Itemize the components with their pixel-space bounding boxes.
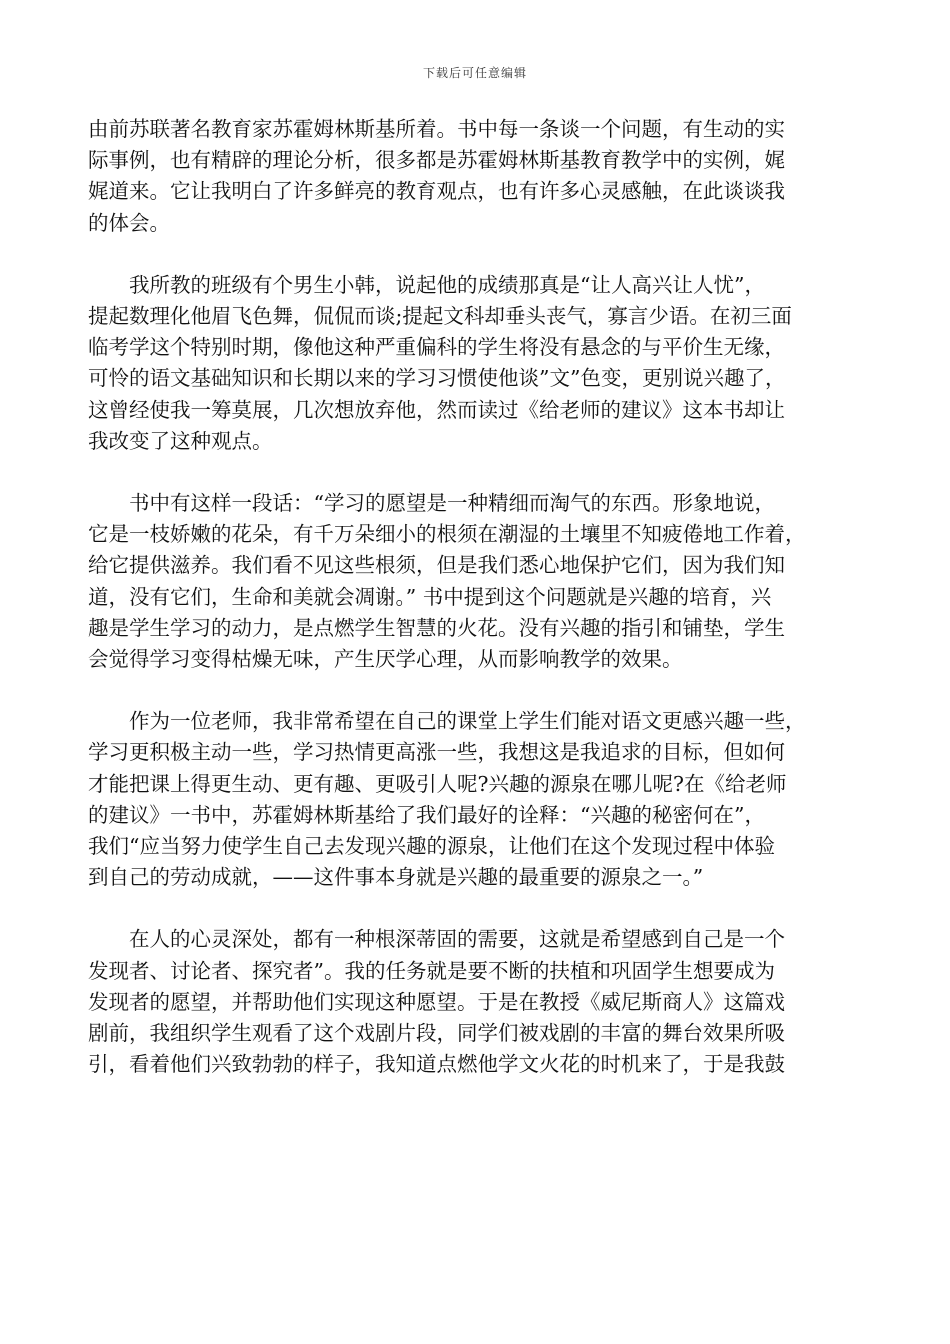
text-line: 在人的心灵深处，都有一种根深蒂固的需要，这就是希望感到自己是一个 — [129, 927, 785, 952]
text-line: 学习更积极主动一些，学习热情更高涨一些，我想这是我追求的目标，但如何 — [88, 740, 785, 765]
text-line: 给它提供滋养。我们看不见这些根须，但是我们悉心地保护它们，因为我们知 — [88, 553, 785, 578]
text-line: 际事例，也有精辟的理论分析，很多都是苏霍姆林斯基教育教学中的实例，娓 — [88, 148, 785, 173]
paragraph-3 — [88, 488, 854, 675]
text-line: 的体会。 — [88, 210, 170, 235]
text-line: 提起数理化他眉飞色舞，侃侃而谈;提起文科却垂头丧气，寡言少语。在初三面 — [88, 304, 792, 329]
text-line: 引，看着他们兴致勃勃的样子，我知道点燃他学文火花的时机来了，于是我鼓 — [88, 1052, 785, 1077]
text-line: 临考学这个特别时期，像他这种严重偏科的学生将没有悬念的与平价生无缘， — [88, 335, 785, 360]
paragraph-5 — [88, 924, 854, 1080]
text-line: 趣是学生学习的动力，是点燃学生智慧的火花。没有兴趣的指引和铺垫，学生 — [88, 615, 785, 640]
text-line: 剧前，我组织学生观看了这个戏剧片段，同学们被戏剧的丰富的舞台效果所吸 — [88, 1021, 785, 1046]
text-line: 道，没有它们，生命和美就会凋谢。” 书中提到这个问题就是兴趣的培育，兴 — [88, 584, 772, 609]
text-line: 会觉得学习变得枯燥无味，产生厌学心理，从而影响教学的效果。 — [88, 647, 683, 672]
text-line: 到自己的劳动成就，——这件事本身就是兴趣的最重要的源泉之一。” — [88, 865, 704, 890]
text-line: 作为一位老师，我非常希望在自己的课堂上学生们能对语文更感兴趣一些， — [129, 709, 806, 734]
text-line: 这曾经使我一筹莫展，几次想放弃他，然而读过《给老师的建议》这本书却让 — [88, 397, 785, 422]
paragraph-1 — [88, 114, 854, 239]
text-line: 才能把课上得更生动、更有趣、更吸引人呢?兴趣的源泉在哪儿呢?在《给老师 — [88, 771, 787, 796]
text-line: 由前苏联著名教育家苏霍姆林斯基所着。书中每一条谈一个问题，有生动的实 — [88, 117, 785, 141]
page-header: 下载后可任意编辑 — [422, 66, 527, 80]
text-line: 我们“应当努力使学生自己去发现兴趣的源泉，让他们在这个发现过程中体验 — [88, 834, 775, 859]
text-line: 发现者的愿望，并帮助他们实现这种愿望。于是在教授《威尼斯商人》这篇戏 — [88, 989, 785, 1014]
paragraph-2 — [88, 270, 854, 457]
paragraph-4 — [88, 706, 854, 893]
text-line: 可怜的语文基础知识和长期以来的学习习惯使他谈”文”色变，更别说兴趣了， — [88, 366, 786, 391]
text-line: 发现者、讨论者、探究者”。我的任务就是要不断的扶植和巩固学生想要成为 — [88, 958, 775, 983]
text-line: 我所教的班级有个男生小韩，说起他的成绩那真是“让人高兴让人忧”， — [129, 272, 765, 297]
text-line: 的建议》一书中，苏霍姆林斯基给了我们最好的诠释：“兴趣的秘密何在”， — [88, 802, 765, 827]
text-line: 书中有这样一段话：“学习的愿望是一种精细而淘气的东西。形象地说， — [129, 491, 775, 516]
text-line: 我改变了这种观点。 — [88, 428, 273, 453]
text-line: 它是一枝娇嫩的花朵，有千万朵细小的根须在潮湿的土壤里不知疲倦地工作着， — [88, 522, 806, 547]
document-body — [88, 114, 854, 1111]
text-line: 娓道来。它让我明白了许多鲜亮的教育观点，也有许多心灵感触，在此谈谈我 — [88, 179, 785, 204]
